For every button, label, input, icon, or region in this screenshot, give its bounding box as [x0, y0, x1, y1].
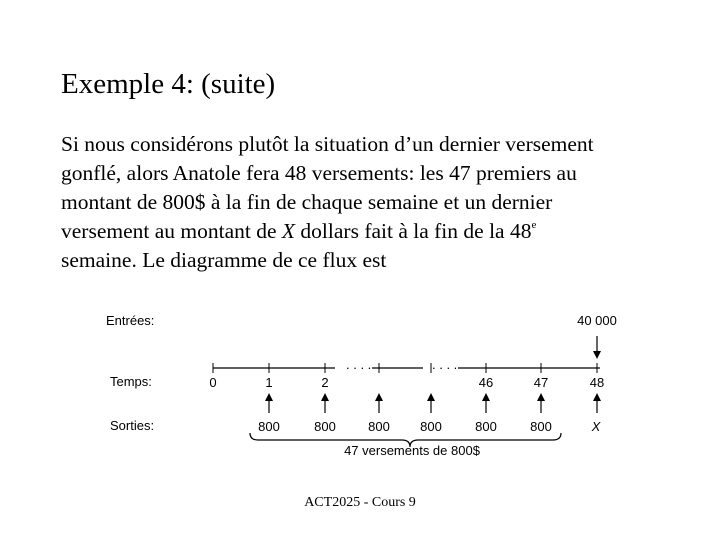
period-label-1: 1: [265, 375, 273, 390]
paragraph-line-4-end: dollars fait à la fin de la 48: [295, 219, 532, 243]
paragraph-superscript: e: [531, 219, 537, 231]
outflow-amount-x: X: [591, 419, 601, 434]
slide-footer: ACT2025 - Cours 9: [304, 495, 416, 510]
outflow-amount-46: 800: [475, 419, 497, 434]
period-label-47: 47: [533, 375, 549, 390]
inflow-amount: 40 000: [577, 313, 617, 328]
outflow-amount-1: 800: [258, 419, 280, 434]
paragraph-variable-x: X: [281, 219, 296, 243]
period-label-46: 46: [478, 375, 494, 390]
label-temps: Temps:: [110, 374, 152, 389]
paragraph-line-1: Si nous considérons plutôt la situation d’un dernier versement: [61, 132, 594, 156]
timeline-ellipsis-2: . . . .: [432, 357, 458, 372]
timeline-ellipsis-1: . . . .: [346, 357, 372, 372]
outflow-amount-47: 800: [530, 419, 552, 434]
label-entrees: Entrées:: [106, 313, 155, 328]
period-label-2: 2: [321, 375, 329, 390]
outflow-amount-3: 800: [368, 419, 390, 434]
label-sorties: Sorties:: [110, 418, 155, 433]
outflow-amount-45: 800: [420, 419, 442, 434]
paragraph-line-3: montant de 800$ à la fin de chaque semaine et un dernier: [61, 190, 553, 214]
period-label-48: 48: [589, 375, 605, 390]
slide-paragraph: [61, 130, 681, 275]
paragraph-line-4: [61, 217, 681, 246]
cash-flow-diagram: [0, 300, 720, 470]
timeline: [213, 357, 600, 373]
paragraph-line-5: semaine. Le diagramme de ce flux est: [61, 248, 387, 272]
paragraph-line-4-start: versement au montant de: [61, 219, 282, 243]
period-label-0: 0: [209, 375, 217, 390]
outflow-amount-2: 800: [314, 419, 336, 434]
brace-label: 47 versements de 800$: [344, 443, 480, 458]
slide-title: Exemple 4: (suite): [61, 68, 276, 100]
paragraph-line-2: gonflé, alors Anatole fera 48 versements: les 47 premiers au: [61, 161, 577, 185]
